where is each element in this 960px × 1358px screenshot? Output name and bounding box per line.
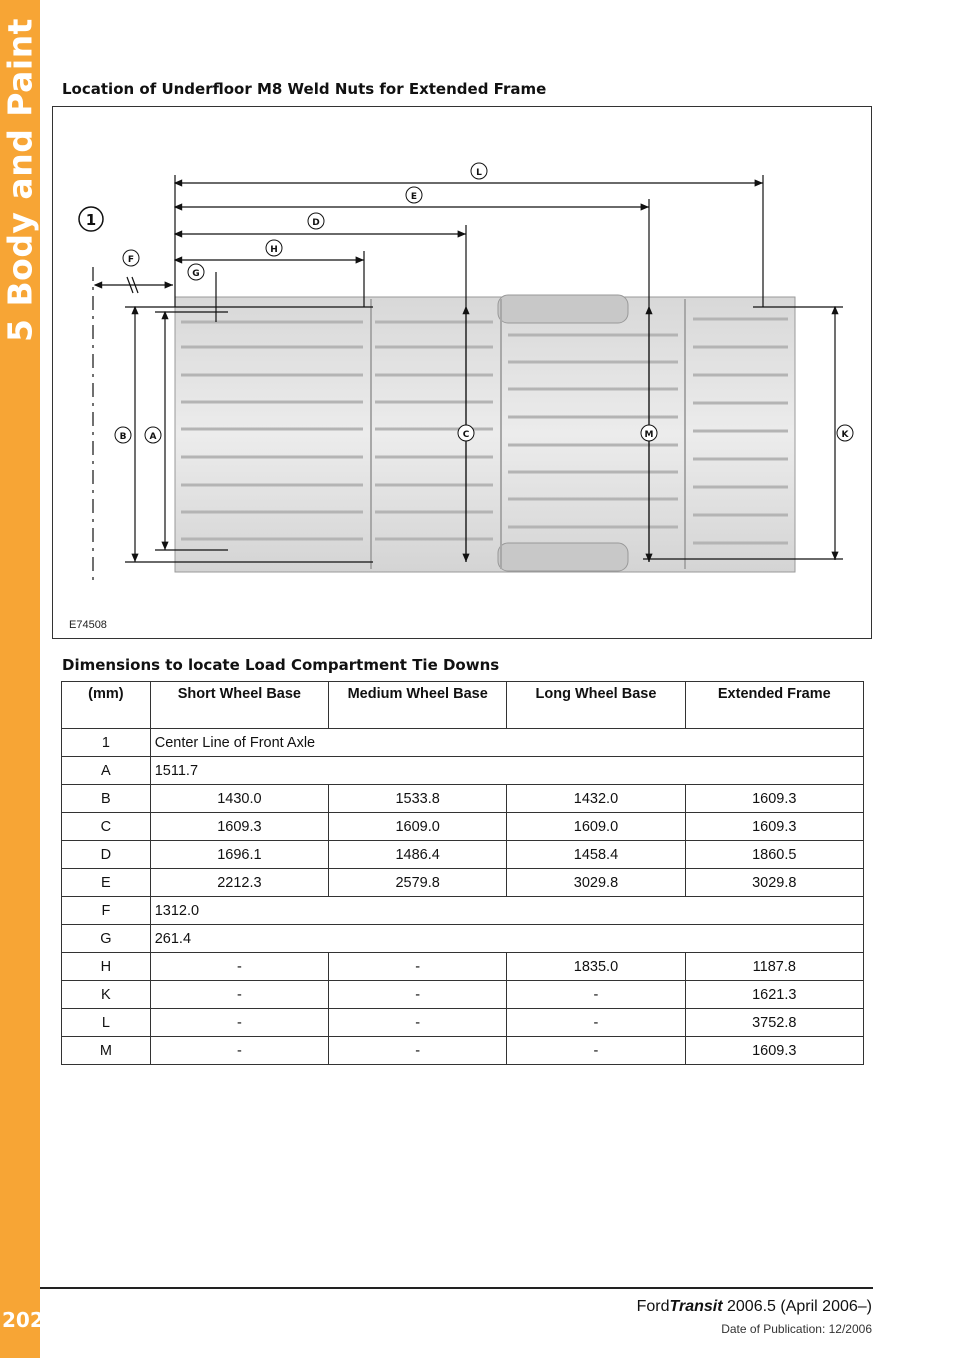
row-value: 1312.0: [150, 897, 863, 925]
row-label: H: [62, 953, 151, 981]
row-label: M: [62, 1037, 151, 1065]
row-label: L: [62, 1009, 151, 1037]
callout-1: [79, 207, 103, 231]
row-value: 261.4: [150, 925, 863, 953]
svg-text:B: B: [119, 432, 127, 442]
svg-text:D: D: [312, 218, 320, 228]
table-row: [62, 925, 864, 953]
cell-long: -: [507, 1009, 685, 1037]
cell-extended: 1187.8: [685, 953, 863, 981]
row-value: Center Line of Front Axle: [150, 729, 863, 757]
callout-M: [641, 425, 657, 441]
svg-text:C: C: [462, 430, 470, 440]
row-label: A: [62, 757, 151, 785]
callout-F: [123, 250, 139, 266]
cell-short: 1696.1: [150, 841, 328, 869]
callout-A: [145, 427, 161, 443]
floor-panel: [175, 295, 795, 572]
cell-medium: -: [329, 953, 507, 981]
svg-text:F: F: [127, 255, 135, 265]
brand-suffix: 2006.5 (April 2006–): [722, 1298, 872, 1315]
brand-prefix: Ford: [636, 1298, 670, 1315]
table-row: [62, 953, 864, 981]
table-row: [62, 981, 864, 1009]
cell-medium: -: [329, 1009, 507, 1037]
cell-short: -: [150, 953, 328, 981]
callout-C: [458, 425, 474, 441]
row-value: 1511.7: [150, 757, 863, 785]
table-row: [62, 813, 864, 841]
cell-long: -: [507, 1037, 685, 1065]
dimensions-table: [61, 681, 864, 1065]
cell-short: 2212.3: [150, 869, 328, 897]
table-heading: Dimensions to locate Load Compartment Tie Downs: [62, 656, 500, 674]
cell-extended: 1609.3: [685, 813, 863, 841]
callout-L: [471, 163, 487, 179]
cell-long: -: [507, 981, 685, 1009]
cell-short: -: [150, 1009, 328, 1037]
callout-E: [406, 187, 422, 203]
figure-id: E74508: [69, 619, 107, 631]
footer-rule: [40, 1287, 873, 1289]
svg-text:1: 1: [85, 211, 97, 229]
cell-medium: 2579.8: [329, 869, 507, 897]
cell-extended: 1609.3: [685, 785, 863, 813]
cell-long: 1835.0: [507, 953, 685, 981]
publication-date: Date of Publication: 12/2006: [721, 1322, 872, 1336]
header-mm: (mm): [62, 682, 151, 729]
page-number: 202: [2, 1308, 44, 1332]
underfloor-diagram: [52, 106, 872, 639]
table-row: [62, 757, 864, 785]
row-label: E: [62, 869, 151, 897]
cell-short: -: [150, 981, 328, 1009]
table-row: [62, 1037, 864, 1065]
callout-D: [308, 213, 324, 229]
cell-extended: 1621.3: [685, 981, 863, 1009]
table-row: [62, 785, 864, 813]
cell-medium: -: [329, 1037, 507, 1065]
chapter-title: 5 Body and Paint: [0, 18, 40, 342]
cell-long: 1609.0: [507, 813, 685, 841]
cell-medium: 1533.8: [329, 785, 507, 813]
table-row: [62, 869, 864, 897]
cell-medium: -: [329, 981, 507, 1009]
footer-brand: [637, 1298, 872, 1316]
header-long-wheel-base: Long Wheel Base: [507, 682, 685, 729]
svg-text:K: K: [841, 430, 849, 440]
row-label: G: [62, 925, 151, 953]
svg-text:L: L: [476, 168, 482, 178]
cell-long: 3029.8: [507, 869, 685, 897]
cell-extended: 1609.3: [685, 1037, 863, 1065]
row-label: K: [62, 981, 151, 1009]
table-row: [62, 897, 864, 925]
cell-extended: 3752.8: [685, 1009, 863, 1037]
table-header-row: [62, 682, 864, 729]
svg-text:M: M: [644, 430, 654, 440]
cell-short: 1609.3: [150, 813, 328, 841]
callout-G: [188, 264, 204, 280]
cell-medium: 1486.4: [329, 841, 507, 869]
svg-text:A: A: [149, 432, 157, 442]
header-extended-frame: Extended Frame: [685, 682, 863, 729]
header-medium-wheel-base: Medium Wheel Base: [329, 682, 507, 729]
cell-short: -: [150, 1037, 328, 1065]
row-label: B: [62, 785, 151, 813]
cell-medium: 1609.0: [329, 813, 507, 841]
row-label: D: [62, 841, 151, 869]
callout-H: [266, 240, 282, 256]
table-row: [62, 841, 864, 869]
chapter-side-strip: [0, 0, 44, 1358]
callout-B: [115, 427, 131, 443]
underfloor-diagram-svg: [53, 107, 873, 640]
cell-extended: 3029.8: [685, 869, 863, 897]
svg-text:G: G: [192, 269, 200, 279]
table-row: [62, 729, 864, 757]
table-row: [62, 1009, 864, 1037]
svg-text:E: E: [410, 192, 418, 202]
svg-text:H: H: [270, 245, 278, 255]
cell-extended: 1860.5: [685, 841, 863, 869]
cell-short: 1430.0: [150, 785, 328, 813]
row-label: C: [62, 813, 151, 841]
row-label: F: [62, 897, 151, 925]
row-label: 1: [62, 729, 151, 757]
cell-long: 1458.4: [507, 841, 685, 869]
cell-long: 1432.0: [507, 785, 685, 813]
figure-heading: Location of Underfloor M8 Weld Nuts for Extended Frame: [62, 80, 547, 98]
header-short-wheel-base: Short Wheel Base: [150, 682, 328, 729]
brand-model: Transit: [669, 1298, 723, 1315]
callout-K: [837, 425, 853, 441]
